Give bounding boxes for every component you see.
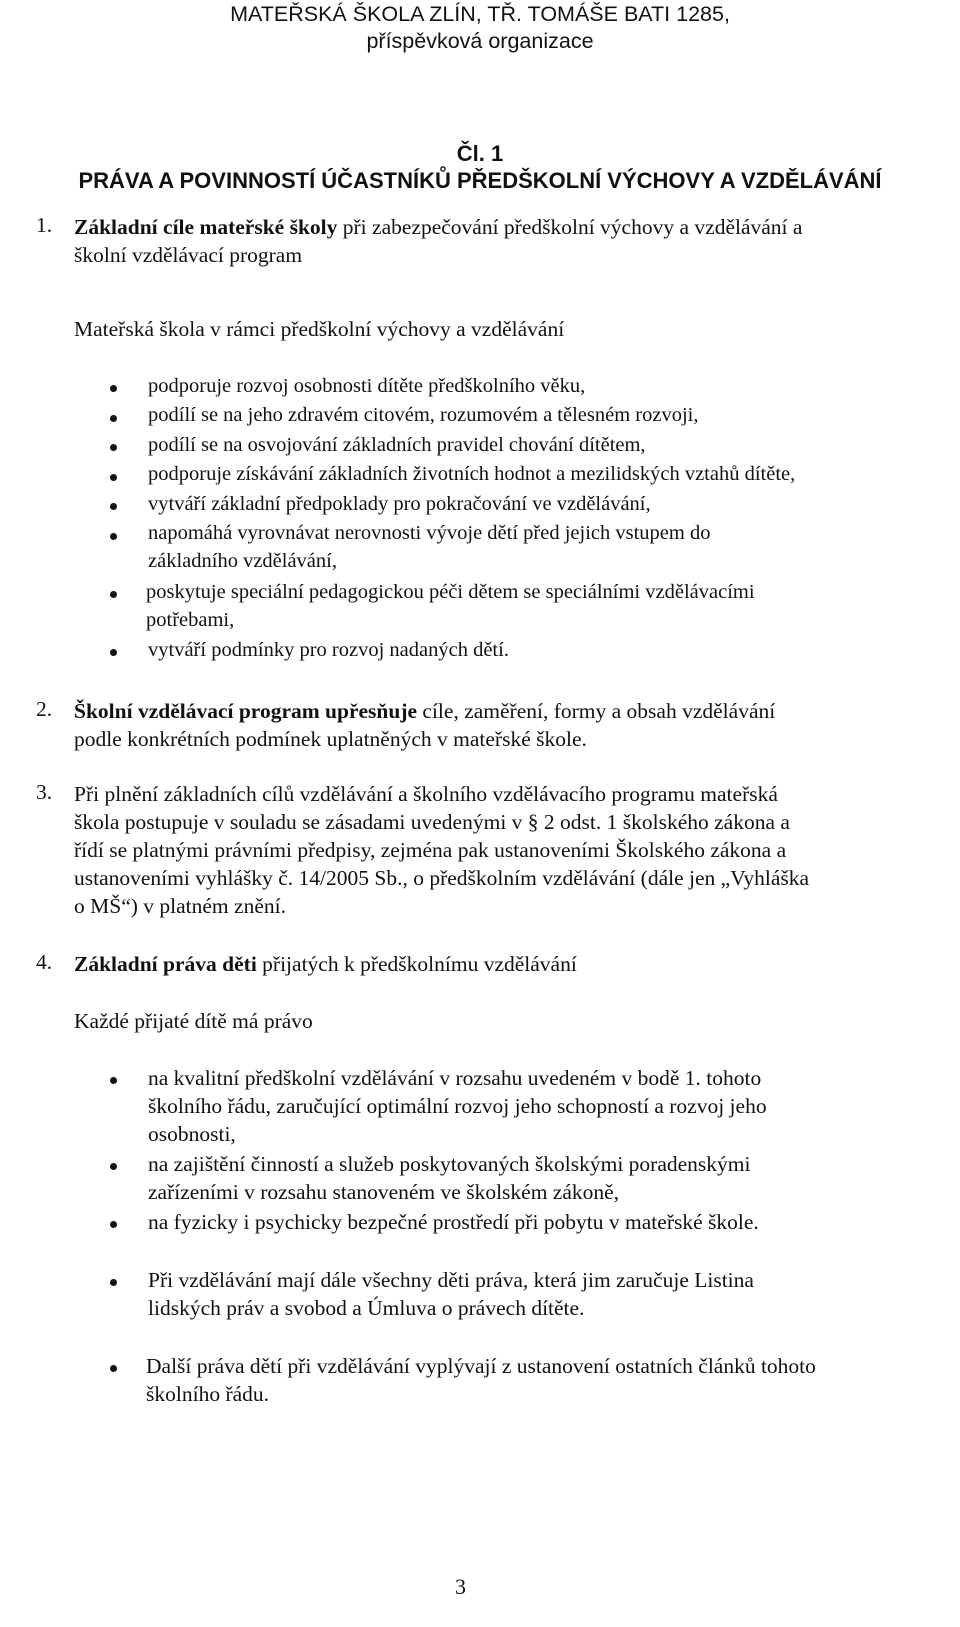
bullet-icon [110, 649, 117, 656]
section-1-heading-line2: školní vzdělávací program [74, 243, 303, 267]
list-item-continuation: školního řádu, zaručující optimální rozvoj jeho schopností a rozvoj jeho [148, 1094, 767, 1118]
bullet-icon [110, 444, 117, 451]
list-item: na fyzicky i psychicky bezpečné prostředí při pobytu v mateřské škole. [148, 1210, 759, 1234]
section-4-number: 4. [36, 950, 53, 974]
section-4-bold: Základní práva děti [74, 952, 257, 976]
section-4-intro: Každé přijaté dítě má právo [74, 1009, 313, 1033]
page-number: 3 [455, 1574, 466, 1599]
section-3-number: 3. [36, 780, 53, 804]
bullet-icon [110, 1221, 117, 1228]
section-1-rest: při zabezpečování předškolní výchovy a vzdělávání a [337, 215, 803, 239]
list-item: vytváří základní předpoklady pro pokračování ve vzdělávání, [148, 493, 651, 515]
section-1-number: 1. [36, 213, 53, 237]
section-1-heading [74, 213, 802, 241]
list-item: podporuje rozvoj osobnosti dítěte předškolního věku, [148, 375, 586, 397]
section-4-heading [74, 950, 577, 978]
list-item: na zajištění činností a služeb poskytovaných školskými poradenskými [148, 1152, 751, 1176]
section-3-line: ustanoveními vyhlášky č. 14/2005 Sb., o předškolním vzdělávání (dále jen „Vyhláška [74, 866, 810, 890]
bullet-icon [110, 1077, 117, 1084]
bullet-icon [110, 503, 117, 510]
list-item-continuation: školního řádu. [146, 1382, 270, 1406]
bullet-icon [110, 385, 117, 392]
list-item-continuation: zařízeními v rozsahu stanoveném ve školském zákoně, [148, 1180, 620, 1204]
section-2-rest: cíle, zaměření, formy a obsah vzdělávání [417, 699, 776, 723]
list-item-continuation: potřebami, [146, 609, 235, 631]
section-4-rest: přijatých k předškolnímu vzdělávání [256, 952, 577, 976]
bullet-icon [110, 1365, 117, 1372]
list-item: Další práva dětí při vzdělávání vyplývají z ustanovení ostatních článků tohoto [146, 1354, 816, 1378]
bullet-icon [110, 415, 117, 422]
bullet-icon [110, 474, 117, 481]
section-3-line: řídí se platnými právními předpisy, zejména pak ustanoveními Školského zákona a [74, 838, 787, 862]
section-2-line2: podle konkrétních podmínek uplatněných v mateřské škole. [74, 727, 587, 751]
section-1-intro: Mateřská škola v rámci předškolní výchovy a vzdělávání [74, 317, 565, 341]
bullet-icon [110, 533, 117, 540]
section-2-bold: Školní vzdělávací program upřesňuje [74, 699, 418, 723]
list-item-continuation: lidských práv a svobod a Úmluva o právech dítěte. [148, 1296, 585, 1320]
list-item: podílí se na jeho zdravém citovém, rozumovém a tělesném rozvoji, [148, 404, 699, 426]
section-3-line: o MŠ“) v platném znění. [74, 894, 286, 918]
list-item: podporuje získávání základních životních hodnot a mezilidských vztahů dítěte, [148, 463, 796, 485]
section-2-heading [74, 697, 775, 725]
school-type: příspěvková organizace [366, 29, 594, 53]
list-item: na kvalitní předškolní vzdělávání v rozsahu uvedeném v bodě 1. tohoto [148, 1066, 762, 1090]
section-1-bold: Základní cíle mateřské školy [74, 215, 338, 239]
list-item-continuation: osobnosti, [148, 1122, 236, 1146]
bullet-icon [110, 1163, 117, 1170]
school-name: MATEŘSKÁ ŠKOLA ZLÍN, TŘ. TOMÁŠE BATI 1285, [230, 2, 730, 26]
list-item: Při vzdělávání mají dále všechny děti práva, která jim zaručuje Listina [148, 1268, 754, 1292]
list-item: napomáhá vyrovnávat nerovnosti vývoje dětí před jejich vstupem do [148, 522, 711, 544]
list-item-continuation: základního vzdělávání, [148, 550, 337, 572]
section-3-line: škola postupuje v souladu se zásadami uvedenými v § 2 odst. 1 školského zákona a [74, 810, 790, 834]
bullet-icon [110, 1279, 117, 1286]
list-item: podílí se na osvojování základních pravidel chování dítětem, [148, 434, 646, 456]
article-number: Čl. 1 [456, 141, 504, 166]
list-item: vytváří podmínky pro rozvoj nadaných dětí. [148, 639, 509, 661]
list-item: poskytuje speciální pedagogickou péči dětem se speciálními vzdělávacími [146, 581, 755, 603]
article-title: PRÁVA A POVINNOSTÍ ÚČASTNÍKŮ PŘEDŠKOLNÍ VÝCHOVY A VZDĚLÁVÁNÍ [78, 168, 882, 193]
section-3-line: Při plnění základních cílů vzdělávání a školního vzdělávacího programu mateřská [74, 782, 778, 806]
section-2-number: 2. [36, 697, 53, 721]
bullet-icon [110, 591, 117, 598]
